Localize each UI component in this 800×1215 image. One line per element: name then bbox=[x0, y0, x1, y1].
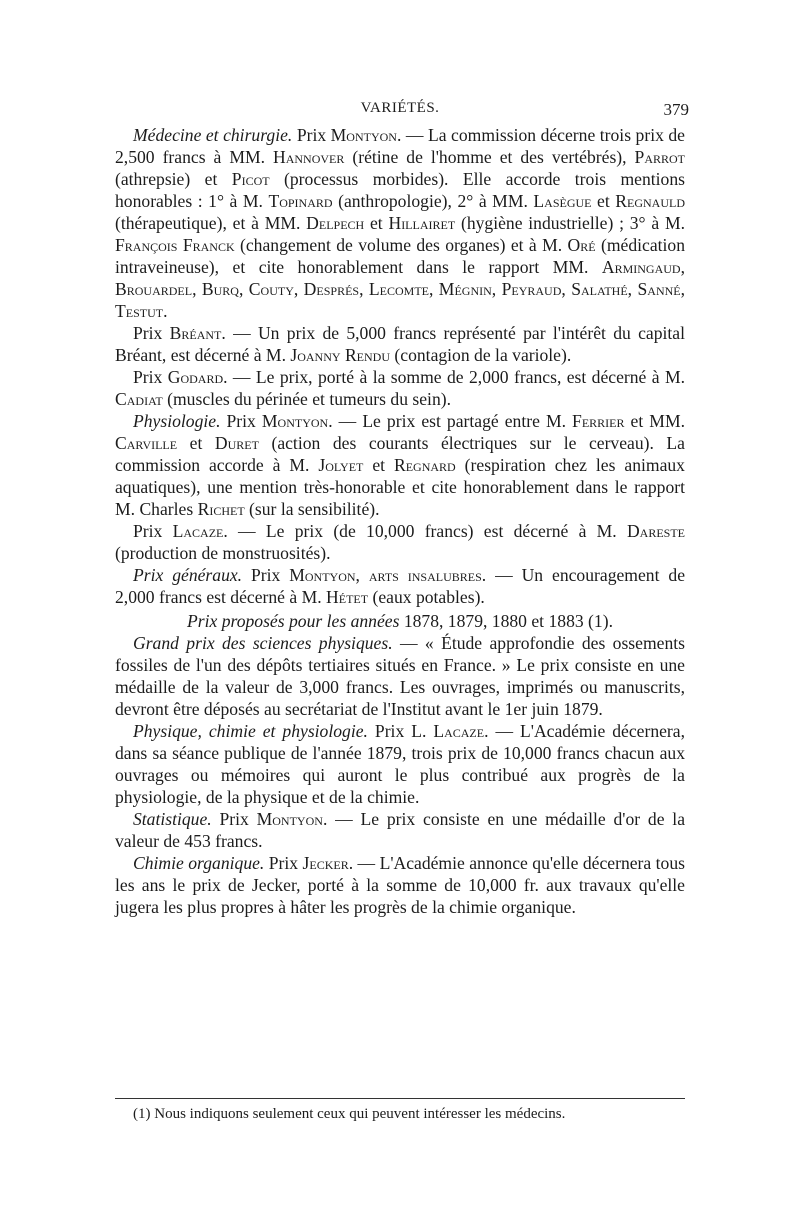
text-run: Prix bbox=[242, 565, 290, 585]
small-caps-name: Bréant bbox=[169, 323, 222, 343]
small-caps-name: Duret bbox=[214, 433, 259, 453]
text-run: (processus morbides). Elle accorde trois mentions honorables : 1° à M. bbox=[115, 169, 686, 211]
small-caps-name: Hillairet bbox=[388, 213, 456, 233]
text-run: . bbox=[163, 301, 168, 321]
text-run: (changement de volume des organes) et à M. bbox=[234, 235, 568, 255]
text-run: Prix bbox=[264, 853, 303, 873]
small-caps-name: Dareste bbox=[626, 521, 686, 541]
text-run: Prix bbox=[211, 809, 257, 829]
text-run: et MM. bbox=[624, 411, 685, 431]
text-run: Prix bbox=[220, 411, 262, 431]
small-caps-name: Ferrier bbox=[572, 411, 625, 431]
small-caps-name: Hannover bbox=[273, 147, 345, 167]
paragraph-prix-godard bbox=[115, 366, 685, 410]
small-caps-name: Richet bbox=[197, 499, 245, 519]
small-caps-name: Joanny Rendu bbox=[290, 345, 391, 365]
text-run: (sur la sensibilité). bbox=[244, 499, 380, 519]
text-run: Prix L. bbox=[367, 721, 434, 741]
small-caps-name: Montyon bbox=[256, 809, 323, 829]
small-caps-name: Hétet bbox=[326, 587, 369, 607]
text-run: (hygiène industrielle) ; 3° à M. bbox=[455, 213, 685, 233]
text-run: . — Le prix (de 10,000 francs) est décerné à M. bbox=[223, 521, 627, 541]
text-run: (athrepsie) et bbox=[115, 169, 232, 189]
text-run: . — Le prix est partagé entre M. bbox=[328, 411, 573, 431]
paragraph-chimie-organique bbox=[115, 852, 685, 918]
paragraph-physique-chimie bbox=[115, 720, 685, 808]
text-run: . — L'Académie annonce qu'elle décernera tous les ans le prix de Jecker, porté à la somme de 10,000 fr. aux travaux qu'elle jugera les plus propres à hâter les progrès de la chimie organique. bbox=[115, 853, 685, 917]
small-caps-name: Lacaze bbox=[172, 521, 224, 541]
small-caps-name: Godard bbox=[167, 367, 224, 387]
small-caps-name: François Franck bbox=[115, 235, 235, 255]
small-caps-name: Lasègue bbox=[533, 191, 592, 211]
text-run: (rétine de l'homme et des vertébrés), bbox=[344, 147, 635, 167]
text-run: et bbox=[591, 191, 616, 211]
text-run: (respiration chez les animaux aquatiques), une mention très-honorable et cite honorablement dans le rapport M. Charles bbox=[115, 455, 685, 519]
small-caps-name: Carville bbox=[115, 433, 178, 453]
footnote: (1) Nous indiquons seulement ceux qui peuvent intéresser les médecins. bbox=[133, 1106, 566, 1122]
small-caps-name: Montyon bbox=[261, 411, 329, 431]
small-caps-name: Montyon bbox=[330, 125, 397, 145]
text-run: . — La commission décerne trois prix de 2,500 francs à MM. bbox=[115, 125, 685, 167]
page-number: 379 bbox=[663, 100, 689, 119]
small-caps-name: Oré bbox=[567, 235, 596, 255]
text-run: et bbox=[363, 455, 394, 475]
text-run: Prix bbox=[133, 367, 168, 387]
text-run: . — Un encouragement de 2,000 francs est décerné à M. bbox=[115, 565, 685, 607]
text-run: (muscles du périnée et tumeurs du sein). bbox=[162, 389, 451, 409]
small-caps-name: Topinard bbox=[268, 191, 333, 211]
text-run: . — L'Académie décernera, dans sa séance publique de l'année 1879, trois prix de 10,000 francs chacun aux ouvrages ou mémoires qui auront le plus contribué aux progrès de la physiologie, de la physique et de la chimie. bbox=[115, 721, 685, 807]
text-run: et bbox=[177, 433, 215, 453]
text-run: (eaux potables). bbox=[368, 587, 485, 607]
paragraph-prix-generaux bbox=[115, 564, 685, 608]
section-heading-prix-proposes bbox=[115, 610, 685, 632]
italic-run: Médecine et chirurgie. bbox=[133, 125, 293, 145]
running-head: VARIÉTÉS. bbox=[360, 100, 440, 116]
small-caps-name: Picot bbox=[231, 169, 270, 189]
italic-run: Physique, chimie et physiologie. bbox=[133, 721, 368, 741]
small-caps-name: Armingaud, Brouardel, Burq, Couty, Després, Lecomte, Mégnin, Peyraud, Salathé, Sanné, Testut bbox=[115, 257, 685, 321]
text-run: (action des courants électriques sur le cerveau). La commission accorde à M. bbox=[115, 433, 685, 475]
small-caps-name: Parrot bbox=[634, 147, 686, 167]
text-run: (contagion de la variole). bbox=[390, 345, 572, 365]
small-caps-name: Lacaze bbox=[433, 721, 485, 741]
text-run: Prix bbox=[133, 323, 170, 343]
paragraph-grand-prix bbox=[115, 632, 685, 720]
paragraph-prix-breant bbox=[115, 322, 685, 366]
italic-run: Chimie organique. bbox=[133, 853, 265, 873]
paragraph-medecine bbox=[115, 124, 685, 322]
text-run: Prix bbox=[292, 125, 331, 145]
text-run: 1878, 1879, 1880 et 1883 (1). bbox=[399, 611, 613, 631]
paragraph-prix-lacaze bbox=[115, 520, 685, 564]
text-run: — « Étude approfondie des ossements fossiles de l'un des dépôts tertiaires situés en France. » Le prix consiste en une médaille de la valeur de 3,000 francs. Les ouvrages, imprimés ou manuscrits, devront être déposés au secrétariat de l'Institut avant le 1er juin 1879. bbox=[115, 633, 685, 719]
text-run: . — Le prix, porté à la somme de 2,000 francs, est décerné à M. bbox=[223, 367, 686, 387]
small-caps-name: Regnard bbox=[393, 455, 456, 475]
text-run: . — Le prix consiste en une médaille d'or de la valeur de 453 francs. bbox=[115, 809, 685, 851]
italic-run: Physiologie. bbox=[133, 411, 221, 431]
footnote-rule bbox=[115, 1098, 685, 1099]
italic-run: Grand prix des sciences physiques. bbox=[133, 633, 393, 653]
text-run: (anthropologie), 2° à MM. bbox=[332, 191, 534, 211]
page-body bbox=[115, 124, 685, 918]
italic-run: Prix généraux. bbox=[133, 565, 243, 585]
paragraph-statistique bbox=[115, 808, 685, 852]
italic-run: Prix proposés pour les années bbox=[187, 611, 400, 631]
text-run: Prix bbox=[133, 521, 173, 541]
paragraph-physiologie bbox=[115, 410, 685, 520]
small-caps-name: Jolyet bbox=[318, 455, 364, 475]
small-caps-name: Regnauld bbox=[615, 191, 686, 211]
text-run: (thérapeutique), et à MM. bbox=[115, 213, 307, 233]
italic-run: Statistique. bbox=[133, 809, 212, 829]
text-run: (médication intraveineuse), et cite honorablement dans le rapport MM. bbox=[115, 235, 685, 277]
text-run: et bbox=[364, 213, 389, 233]
text-run: (production de monstruosités). bbox=[115, 543, 331, 563]
page-header bbox=[115, 100, 689, 124]
small-caps-name: Jecker bbox=[302, 853, 349, 873]
text-run: . — Un prix de 5,000 francs représenté par l'intérêt du capital Bréant, est décerné à M. bbox=[115, 323, 685, 365]
small-caps-name: Montyon, arts insalubres bbox=[289, 565, 482, 585]
small-caps-name: Delpech bbox=[306, 213, 365, 233]
small-caps-name: Cadiat bbox=[115, 389, 163, 409]
